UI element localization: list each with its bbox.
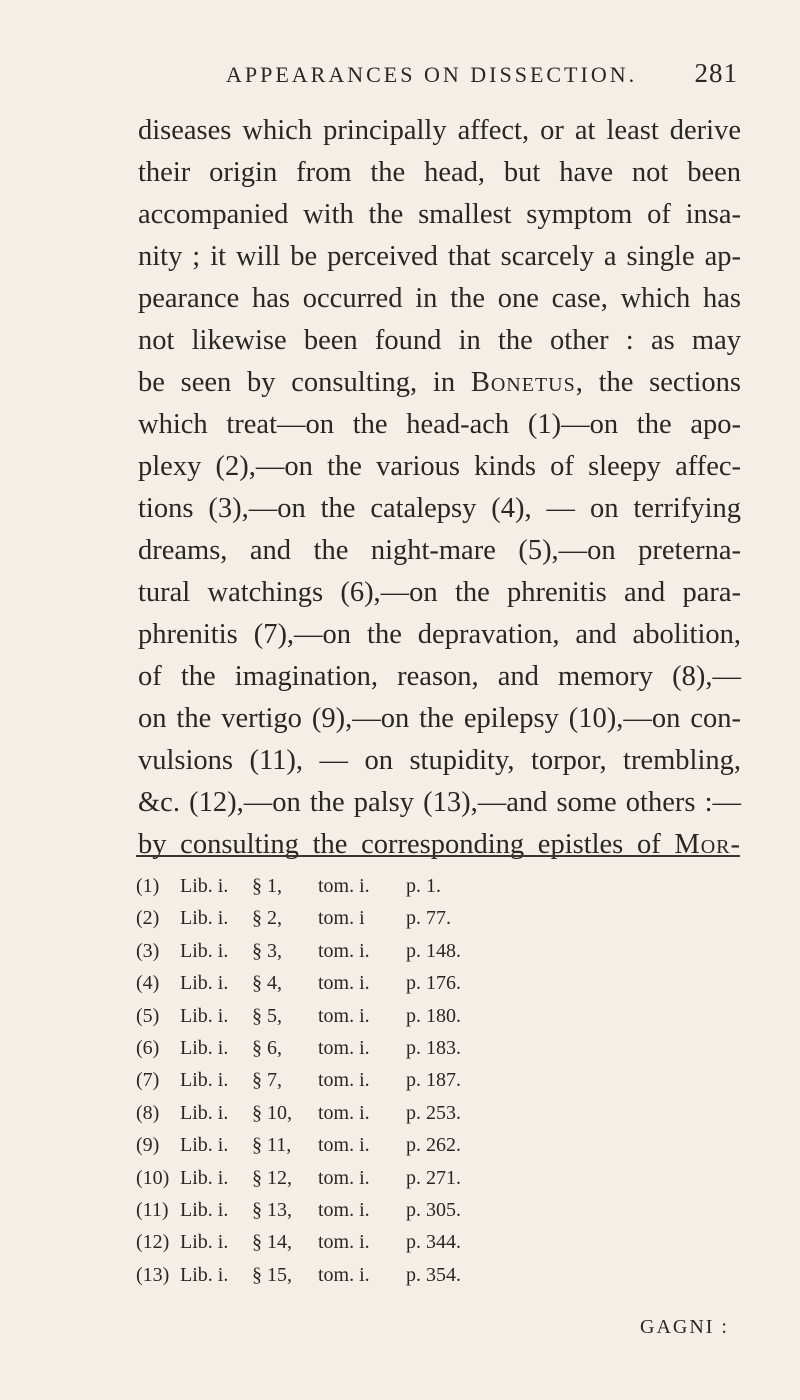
footnote bbox=[136, 935, 616, 967]
footnote-tome: tom. i. bbox=[318, 1199, 370, 1222]
footnote bbox=[136, 1000, 616, 1032]
footnote-tome: tom. i. bbox=[318, 1101, 370, 1124]
footnote-section: § 10, bbox=[252, 1101, 292, 1124]
body-line: pearance has occurred in the one case, which has bbox=[138, 283, 741, 314]
footnote-page: p. 187. bbox=[406, 1069, 461, 1092]
body-line: plexy (2),—on the various kinds of sleepy affec- bbox=[138, 451, 741, 482]
footnote-section: § 5, bbox=[252, 1004, 282, 1027]
body-line: diseases which principally affect, or at least derive bbox=[138, 115, 741, 146]
footnote-tome: tom. i. bbox=[318, 1069, 370, 1092]
footnote-number: (7) bbox=[136, 1069, 160, 1092]
footnote-lib: Lib. i. bbox=[180, 972, 229, 995]
running-head: APPEARANCES ON DISSECTION. bbox=[226, 62, 638, 87]
footnote-tome: tom. i bbox=[318, 907, 365, 930]
footnotes-list bbox=[136, 870, 616, 1291]
footnote-tome: tom. i. bbox=[318, 972, 370, 995]
body-line: &c. (12),—on the palsy (13),—and some others :— bbox=[138, 787, 741, 818]
body-line: which treat—on the head-ach (1)—on the apo- bbox=[138, 409, 741, 440]
body-line: be seen by consulting, in Bonetus, the sections bbox=[138, 367, 741, 398]
footnote-page: p. 1. bbox=[406, 875, 441, 897]
footnote-number: (1) bbox=[136, 875, 160, 897]
footnote-page: p. 271. bbox=[406, 1166, 461, 1189]
catchword: GAGNI : bbox=[640, 1316, 729, 1338]
body-line: nity ; it will be perceived that scarcely a single ap- bbox=[138, 241, 741, 272]
footnote bbox=[136, 902, 616, 934]
footnote-lib: Lib. i. bbox=[180, 875, 229, 897]
footnote-number: (11) bbox=[136, 1199, 169, 1222]
body-paragraph bbox=[138, 110, 741, 866]
footnote-section: § 6, bbox=[252, 1037, 282, 1060]
footnote-rule bbox=[136, 855, 740, 857]
body-line: by consulting the corresponding epistles of Mor- bbox=[138, 829, 741, 860]
footnote-number: (8) bbox=[136, 1101, 160, 1124]
footnote bbox=[136, 1129, 616, 1161]
body-line: dreams, and the night-mare (5),—on preterna- bbox=[138, 535, 741, 566]
footnote-lib: Lib. i. bbox=[180, 1069, 229, 1092]
footnote-number: (13) bbox=[136, 1263, 170, 1286]
body-line: tions (3),—on the catalepsy (4), — on terrifying bbox=[138, 493, 741, 524]
footnote-tome: tom. i. bbox=[318, 1263, 370, 1286]
footnote-page: p. 344. bbox=[406, 1231, 461, 1254]
footnote-page: p. 148. bbox=[406, 939, 461, 962]
footnote-number: (6) bbox=[136, 1037, 160, 1060]
footnote-tome: tom. i. bbox=[318, 1134, 370, 1157]
footnote-number: (3) bbox=[136, 939, 160, 962]
footnote bbox=[136, 1064, 616, 1096]
footnote-section: § 4, bbox=[252, 972, 282, 995]
footnote-section: § 11, bbox=[252, 1134, 292, 1157]
footnote-section: § 14, bbox=[252, 1231, 292, 1254]
footnote-lib: Lib. i. bbox=[180, 1134, 229, 1157]
footnote-tome: tom. i. bbox=[318, 1231, 370, 1254]
footnote-number: (9) bbox=[136, 1134, 160, 1157]
footnote-section: § 3, bbox=[252, 939, 282, 962]
footnote-lib: Lib. i. bbox=[180, 1263, 229, 1286]
footnote-lib: Lib. i. bbox=[180, 1037, 229, 1060]
footnote-page: p. 262. bbox=[406, 1134, 461, 1157]
footnote bbox=[136, 1194, 616, 1226]
footnote-section: § 15, bbox=[252, 1263, 292, 1286]
page-header bbox=[226, 58, 738, 89]
body-line: their origin from the head, but have not been bbox=[138, 157, 741, 188]
body-line: of the imagination, reason, and memory (8),— bbox=[138, 661, 741, 692]
footnote-page: p. 305. bbox=[406, 1199, 461, 1222]
footnote bbox=[136, 967, 616, 999]
footnote bbox=[136, 1032, 616, 1064]
footnote-number: (10) bbox=[136, 1166, 170, 1189]
footnote-lib: Lib. i. bbox=[180, 1101, 229, 1124]
footnote-lib: Lib. i. bbox=[180, 1199, 229, 1222]
footnote-number: (4) bbox=[136, 972, 160, 995]
body-line: phrenitis (7),—on the depravation, and abolition, bbox=[138, 619, 741, 650]
footnote-lib: Lib. i. bbox=[180, 1231, 229, 1254]
footnote-tome: tom. i. bbox=[318, 1166, 370, 1189]
body-line: accompanied with the smallest symptom of insa- bbox=[138, 199, 741, 230]
footnote-page: p. 176. bbox=[406, 972, 461, 995]
footnote-page: p. 77. bbox=[406, 907, 451, 930]
footnote-section: § 12, bbox=[252, 1166, 292, 1189]
footnote-number: (2) bbox=[136, 907, 160, 930]
footnote bbox=[136, 870, 616, 902]
footnote-lib: Lib. i. bbox=[180, 939, 229, 962]
body-line: on the vertigo (9),—on the epilepsy (10),—on con- bbox=[138, 703, 741, 734]
footnote-tome: tom. i. bbox=[318, 875, 370, 897]
footnote-section: § 2, bbox=[252, 907, 282, 930]
small-caps-name: Bonetus bbox=[470, 367, 576, 398]
footnote-lib: Lib. i. bbox=[180, 1166, 229, 1189]
footnote-lib: Lib. i. bbox=[180, 907, 229, 930]
footnote-tome: tom. i. bbox=[318, 939, 370, 962]
body-line: vulsions (11), — on stupidity, torpor, trembling, bbox=[138, 745, 741, 776]
footnote-section: § 13, bbox=[252, 1199, 292, 1222]
footnote bbox=[136, 1162, 616, 1194]
footnote bbox=[136, 1259, 616, 1291]
footnote-page: p. 180. bbox=[406, 1004, 461, 1027]
footnote-lib: Lib. i. bbox=[180, 1004, 229, 1027]
footnote-tome: tom. i. bbox=[318, 1037, 370, 1060]
footnote-number: (12) bbox=[136, 1231, 170, 1254]
footnote-section: § 7, bbox=[252, 1069, 282, 1092]
footnote-number: (5) bbox=[136, 1004, 160, 1027]
small-caps-name: Mor- bbox=[674, 829, 741, 860]
footnote-page: p. 253. bbox=[406, 1101, 461, 1124]
footnote-section: § 1, bbox=[252, 875, 282, 897]
body-line: tural watchings (6),—on the phrenitis and para- bbox=[138, 577, 741, 608]
footnote bbox=[136, 1097, 616, 1129]
page-number: 281 bbox=[694, 58, 738, 88]
footnote-page: p. 183. bbox=[406, 1037, 461, 1060]
footnote-page: p. 354. bbox=[406, 1263, 461, 1286]
body-line: not likewise been found in the other : as may bbox=[138, 325, 741, 356]
footnote bbox=[136, 1226, 616, 1258]
footnote-tome: tom. i. bbox=[318, 1004, 370, 1027]
